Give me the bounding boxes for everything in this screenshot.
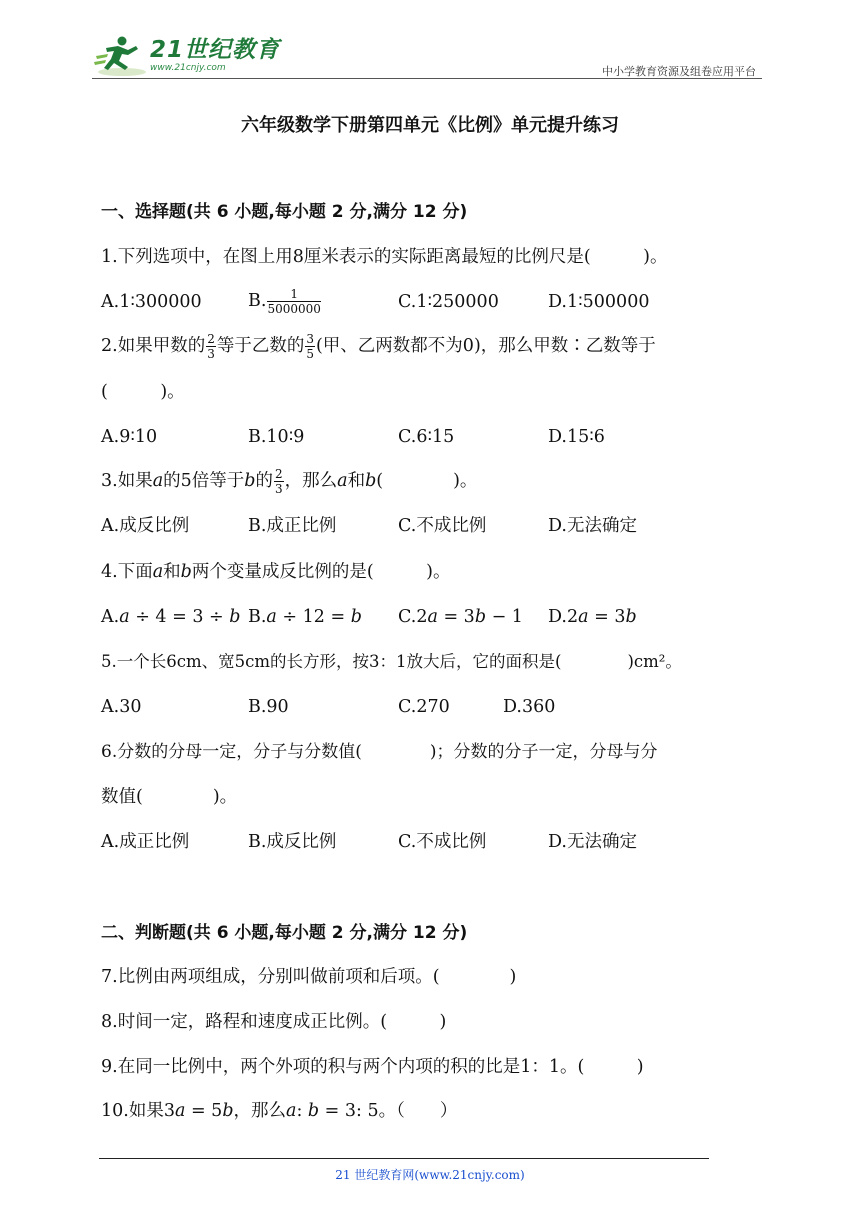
page-header — [92, 34, 760, 80]
section-heading-judgement: 二、判断题(共 6 小题,每小题 2 分,满分 12 分) — [101, 923, 468, 943]
q6-option-b: B.成反比例 — [248, 832, 337, 852]
q1-option-d: D.1∶500000 — [548, 292, 650, 312]
q5-option-b: B.90 — [248, 697, 289, 717]
logo-url: www.21cnjy.com — [150, 63, 226, 73]
page-title: 六年级数学下册第四单元《比例》单元提升练习 — [241, 115, 619, 136]
q1-option-b: B. $\frac{1}{5000000}$ — [248, 287, 321, 316]
question-8: 8.时间一定，路程和速度成正比例。( ) — [101, 1012, 447, 1032]
q4-option-c: C.2𝑎 = 3𝑏 − 1 — [398, 607, 523, 627]
question-4: 4.下面a和b两个变量成反比例的是( )。 — [101, 562, 451, 582]
q1-option-c: C.1∶250000 — [398, 292, 499, 312]
question-5: 5.一个长6cm、宽5cm的长方形，按3：1放大后，它的面积是( )cm²。 — [101, 652, 682, 671]
question-6-cont: 数值( )。 — [101, 787, 238, 807]
footer-divider — [99, 1158, 709, 1159]
q2-option-d: D.15∶6 — [548, 427, 605, 447]
question-6: 6.分数的分母一定，分子与分数值( )；分数的分子一定，分母与分 — [101, 742, 658, 762]
q1-option-a: A.1∶300000 — [101, 292, 202, 312]
runner-logo-icon — [92, 34, 146, 78]
q3-option-b: B.成正比例 — [248, 516, 337, 536]
question-2: 2.如果甲数的 $\frac{2}{3}$ 等于乙数的 $\frac{3}{5}$ (甲、乙两数都不为0)，那么甲数∶乙数等于 — [101, 332, 656, 361]
q5-option-c: C.270 — [398, 697, 450, 717]
q2-option-b: B.10∶9 — [248, 427, 305, 447]
section-heading-choice: 一、选择题(共 6 小题,每小题 2 分,满分 12 分) — [101, 202, 468, 222]
question-2-cont: ( )。 — [101, 382, 185, 402]
question-10: 10.如果3𝑎 = 5𝑏，那么𝑎: 𝑏 = 3: 5。（ ） — [101, 1101, 458, 1121]
q4-option-d: D.2𝑎 = 3𝑏 — [548, 607, 637, 627]
q6-option-d: D.无法确定 — [548, 832, 637, 852]
platform-name: 中小学教育资源及组卷应用平台 — [602, 65, 756, 78]
question-3: 3.如果a的5倍等于b的 $\frac{2}{3}$ ，那么a和b( )。 — [101, 467, 478, 496]
header-divider — [92, 78, 762, 79]
q5-option-d: D.360 — [503, 697, 556, 717]
logo-wordmark: 21世纪教育 — [150, 37, 281, 63]
q3-option-c: C.不成比例 — [398, 516, 487, 536]
q5-option-a: A.30 — [101, 697, 142, 717]
footer-source: 21 世纪教育网(www.21cnjy.com) — [335, 1168, 525, 1182]
q2-option-c: C.6∶15 — [398, 427, 455, 447]
q4-option-b: B.𝑎 ÷ 12 = 𝑏 — [248, 607, 362, 627]
question-7: 7.比例由两项组成，分别叫做前项和后项。( ) — [101, 967, 517, 987]
logo — [92, 34, 280, 78]
q4-option-a: A.𝑎 ÷ 4 = 3 ÷ 𝑏 — [101, 607, 241, 627]
q2-option-a: A.9∶10 — [101, 427, 158, 447]
q3-option-d: D.无法确定 — [548, 516, 637, 536]
q6-option-a: A.成正比例 — [101, 832, 190, 852]
question-9: 9.在同一比例中，两个外项的积与两个内项的积的比是1：1。( ) — [101, 1057, 644, 1077]
q6-option-c: C.不成比例 — [398, 832, 487, 852]
q3-option-a: A.成反比例 — [101, 516, 190, 536]
question-1: 1.下列选项中，在图上用8厘米表示的实际距离最短的比例尺是( )。 — [101, 247, 668, 267]
